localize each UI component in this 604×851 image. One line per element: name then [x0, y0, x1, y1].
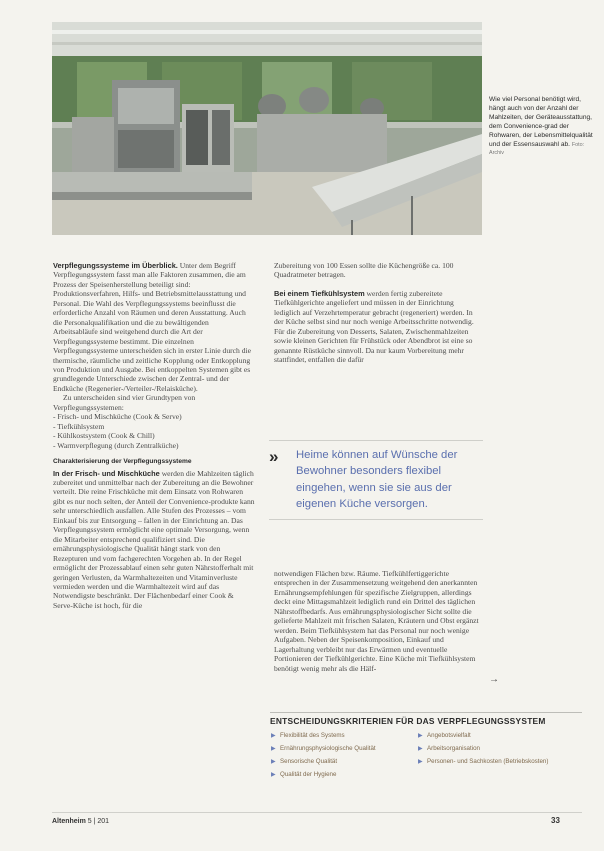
continue-arrow-icon: →	[489, 674, 499, 685]
criteria-list-left	[271, 732, 401, 784]
list-intro: Zu unterscheiden sind vier Grundtypen von Verpflegungssystemen:	[53, 393, 196, 412]
footer-magazine	[52, 818, 109, 825]
intro-paragraph	[53, 261, 255, 393]
criteria-item: Ernährungsphysiologische Qualität	[280, 745, 376, 752]
kitchen-photo	[52, 22, 482, 235]
quote-text: Heime können auf Wünsche der Bewohner besonders flexibel eingehen, wenn sie sie aus der eigenen Küche versorgen.	[296, 449, 458, 510]
bullet-icon: ▶	[418, 759, 423, 765]
section-subheading: Charakterisierung der Verpflegungssysteme	[53, 458, 192, 466]
list-item	[418, 745, 580, 753]
bullet-icon: ▶	[271, 733, 276, 739]
fresh-kitchen-paragraph	[53, 469, 255, 611]
caption-text: Wie viel Personal benötigt wird, hängt auch von der Anzahl der Mahlzeiten, der Geräteausstattung, dem Convenience-grad der Rohwaren, der Lebensmittelqualität und der Essensauswahl ab.	[489, 96, 593, 148]
right-text-column-bottom	[274, 569, 480, 673]
section-text: werden die Mahlzeiten täglich zubereitet und unmittelbar nach der Zubereitung an die Bewohner verteilt. Die reine Frischküche mit dem Einsatz von Rohwaren gibt es nur noch selten, der Anteil der Convenience-produkte kann sehr unterschiedlich ausfallen. Alle Stufen des Prozesses – vom Einkauf bis zur Entsorgung – fallen in der Einrichtung an. Das Verpflegungssystem ermöglicht eine optimale Versorgung, wenn die Mitarbeiter entsprechend qualifiziert sind. Die ernährungsphysiologische Qualität hängt stark von den Rezepturen und vom fachgerechten Vorgehen ab. In der Regel ermöglicht der Prozessablauf einen sehr guten Nährstofferhalt mit geringen Verlusten, da Warmhaltezeiten und Vitaminverluste vermieden werden und die Warmhaltezeit wird auf das Notwendigste beschränkt. Der Flächenbedarf einer Cook & Serve-Küche ist hoch, für die	[53, 468, 255, 610]
kitchen-illustration	[52, 22, 482, 235]
pull-quote	[269, 440, 483, 520]
frozen-system-paragraph	[274, 289, 480, 365]
section-lead: In der Frisch- und Mischküche	[53, 468, 160, 478]
criteria-item: Arbeitsorganisation	[427, 745, 480, 752]
magazine-name: Altenheim	[52, 818, 86, 825]
page-number: 33	[551, 816, 560, 825]
list-item	[271, 732, 401, 740]
list-item	[271, 771, 401, 779]
bullet-icon: ▶	[271, 772, 276, 778]
list-item	[271, 758, 401, 766]
bullet-icon: ▶	[418, 733, 423, 739]
frozen-continued-paragraph: notwendigen Flächen bzw. Räume. Tiefkühlfertiggerichte entsprechen in der Zusammensetzung weitgehend den anerkannten Ernährungsempfehlungen für spezifische Zielgruppen, allerdings deckt eine Mittagsmahlzeit lediglich rund ein Drittel des täglichen Nährstoffbedarfs. Aus ernährungsphysiologischer Sicht sollte die gelieferte Mahlzeit mit frischen Salaten, Kräutern und Obst ergänzt werden. Beim Tiefkühlsystem hat das Personal nur noch wenige Aufgaben. Neben der Speisenkomposition, Einkauf und Lagerhaltung verbleibt nur das Erwärmen und eventuelle Portionieren der Tiefkühlgerichte. Eine Küche mit Tiefkühlsystem benötigt wenig mehr als die Hälf-	[274, 569, 479, 673]
criteria-list-right	[418, 732, 580, 771]
issue-number: 5 | 201	[87, 818, 110, 825]
system-types-list	[53, 412, 255, 450]
criteria-item: Personen- und Sachkosten (Betriebskosten)	[427, 758, 549, 765]
kitchen-size-paragraph: Zubereitung von 100 Essen sollte die Küchengröße ca. 100 Quadratmeter betragen.	[274, 261, 454, 280]
intro-text: Unter dem Begriff Verpflegungssystem fasst man alle Faktoren zusammen, die am Prozess der Speisenherstellung beteiligt sind: Produktionsverfahren, Hilfs- und Betriebsmittelausstattung und Personal. Die Wahl des Verpflegungssystems beeinflusst die erforderliche Anzahl von Räumen und deren Ausstattung. Auch die Personalqualifikation und die zu bewältigenden Arbeitsabläufe sind weitgehend durch die Art der Verpflegungssysteme bestimmt. Die einzelnen Verpflegungssysteme unterscheiden sich in erster Linie durch die thermische, räumliche und zeitliche Kopplung oder Entkopplung von Produktion und Ausgabe. Bei entkoppelten Systemen gibt es grundlegende Unterschiede zwischen der Zentral- und der Endküche (Regenerier-/Verteiler-/Relaisküche).	[53, 261, 252, 393]
bullet-icon: ▶	[271, 759, 276, 765]
intro-lead: Verpflegungssysteme im Überblick.	[53, 261, 178, 270]
bullet-icon: ▶	[418, 746, 423, 752]
criteria-item: Sensorische Qualität	[280, 758, 338, 765]
list-item: - Tiefkühlsystem	[53, 421, 105, 431]
frozen-system-lead: Bei einem Tiefkühlsystem	[274, 288, 365, 298]
photo-caption	[489, 96, 595, 158]
caption-credit: Foto: Archiv	[489, 141, 585, 157]
frozen-system-text: werden fertig zubereitete Tiefkühlgerichte angeliefert und müssen in der Einrichtung lediglich auf Verzehrtemperatur gebracht (regeneriert) werden. In der Küche selbst sind nur noch wenige Arbeitsschritte notwendig. Für die Zubereitung von Desserts, Salaten, Zwischenmahlzeiten sowie kleinen Gerichten für Frühstück oder Abendbrot ist eine so genannte Rüstküche sinnvoll. Da nur kaum Vorbereitung mehr stattfindet, entfallen die dafür	[274, 288, 474, 365]
footer-divider	[52, 812, 582, 813]
list-item: - Frisch- und Mischküche (Cook & Serve)	[53, 412, 182, 422]
list-item: - Warmverpflegung (durch Zentralküche)	[53, 440, 179, 450]
list-item: - Kühlkostsystem (Cook & Chill)	[53, 431, 155, 441]
list-item	[271, 745, 401, 753]
list-item	[418, 758, 580, 766]
bullet-icon: ▶	[271, 746, 276, 752]
list-item	[418, 732, 580, 740]
quote-mark-icon: »	[269, 447, 279, 466]
criteria-item: Qualität der Hygiene	[280, 771, 337, 778]
right-text-column-top	[274, 261, 480, 365]
criteria-box-title: ENTSCHEIDUNGSKRITERIEN FÜR DAS VERPFLEGUNGSSYSTEM	[270, 712, 582, 726]
criteria-item: Flexibilität des Systems	[280, 732, 345, 739]
left-text-column	[53, 261, 255, 610]
criteria-item: Angebotsvielfalt	[427, 732, 471, 739]
